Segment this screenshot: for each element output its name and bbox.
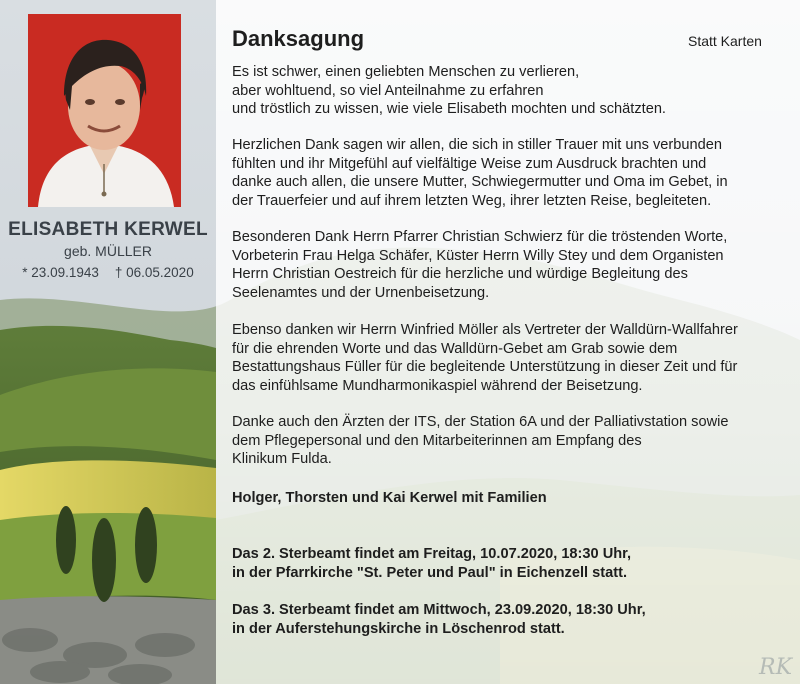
- family-signature: [232, 489, 792, 508]
- paragraph-doctors: [232, 413, 792, 469]
- notice-heading: Danksagung: [232, 26, 365, 51]
- text-line: Das 2. Sterbeamt findet am Freitag, 10.07.2020, 18:30 Uhr,: [232, 546, 632, 562]
- service-notice-3: [232, 601, 792, 638]
- maiden-name: geb. MÜLLER: [64, 243, 152, 259]
- service-notice-2: [232, 545, 792, 582]
- deceased-name: ELISABETH KERWEL: [8, 219, 208, 240]
- text-line: danke auch allen, die unsere Mutter, Schwiegermutter und Oma im Gebet, in: [232, 174, 728, 190]
- text-line: Das 3. Sterbeamt findet am Mittwoch, 23.09.2020, 18:30 Uhr,: [232, 602, 646, 618]
- text-line: für die ehrenden Worte und das Walldürn-Gebet am Grab sowie dem: [232, 340, 678, 357]
- text-line: Danke auch den Ärzten der ITS, der Station 6A und der Palliativstation sowie: [232, 414, 729, 430]
- text-line: Holger, Thorsten und Kai Kerwel mit Familien: [232, 490, 547, 506]
- text-line: dem Pflegepersonal und den Mitarbeiterinnen am Empfang des: [232, 432, 642, 449]
- paragraph-thanks-all: [232, 136, 792, 210]
- portrait-photo: [28, 14, 181, 207]
- text-line: Vorbeterin Frau Helga Schäfer, Küster Herrn Willy Stey und dem Organisten: [232, 247, 724, 264]
- artist-signature: RK: [759, 655, 792, 680]
- death-date: † 06.05.2020: [114, 265, 194, 280]
- paragraph-intro: [232, 63, 792, 119]
- text-line: Es ist schwer, einen geliebten Menschen zu verlieren,: [232, 64, 580, 80]
- text-line: in der Pfarrkirche "St. Peter und Paul" in Eichenzell statt.: [232, 564, 628, 581]
- text-line: fühlten und ihr Mitgefühl auf vielfältige Weise zum Ausdruck brachten und: [232, 155, 707, 172]
- birth-date: * 23.09.1943: [22, 265, 99, 280]
- text-line: Herzlichen Dank sagen wir allen, die sich in stiller Trauer mit uns verbunden: [232, 137, 722, 153]
- text-line: Klinikum Fulda.: [232, 451, 332, 467]
- text-line: aber wohltuend, so viel Anteilnahme zu erfahren: [232, 82, 544, 99]
- text-line: Bestattungshaus Füller für die begleitende Unterstützung in dieser Zeit und für: [232, 359, 738, 375]
- text-line: Herrn Christian Oestreich für die herzliche und würdige Begleitung des: [232, 266, 688, 282]
- text-line: der Trauerfeier und auf ihrem letzten Weg, ihrer letzten Reise, begleiteten.: [232, 192, 712, 209]
- life-dates: [0, 265, 216, 280]
- text-line: das einfühlsame Mundharmonikaspiel während der Beisetzung.: [232, 377, 643, 394]
- paragraph-special-thanks: [232, 228, 792, 302]
- statt-karten: Statt Karten: [688, 33, 762, 49]
- text-line: in der Auferstehungskirche in Löschenrod statt.: [232, 620, 565, 637]
- text-line: Ebenso danken wir Herrn Winfried Möller als Vertreter der Walldürn-Wallfahrer: [232, 322, 738, 338]
- text-line: Seelenamtes und der Urnenbeisetzung.: [232, 284, 490, 301]
- text-line: und tröstlich zu wissen, wie viele Elisabeth mochten und schätzten.: [232, 101, 666, 117]
- text-line: Besonderen Dank Herrn Pfarrer Christian Schwierz für die tröstenden Worte,: [232, 229, 728, 245]
- paragraph-walldurn: [232, 321, 792, 395]
